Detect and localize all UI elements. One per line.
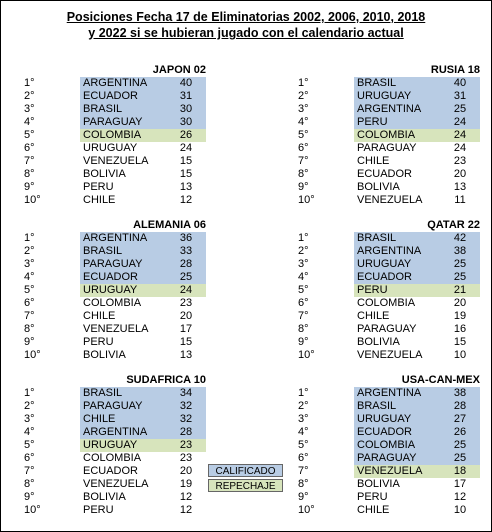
points-cell: 25	[440, 258, 480, 271]
points-cell: 40	[440, 77, 480, 90]
table-row	[22, 245, 222, 258]
table-row	[296, 271, 492, 284]
position-cell: 4°	[298, 116, 309, 128]
points-cell: 20	[453, 297, 467, 309]
points-cell: 13	[453, 181, 467, 193]
position-cell: 7°	[298, 465, 309, 477]
table-row	[296, 336, 492, 349]
table-row	[296, 504, 492, 517]
table-row	[296, 155, 492, 168]
points-cell: 24	[440, 129, 480, 142]
points-cell: 27	[440, 413, 480, 426]
title-line-1: Posiciones Fecha 17 de Eliminatorias 2002, 2006, 2010, 2018	[66, 10, 426, 24]
position-cell: 6°	[298, 452, 309, 464]
position-cell: 4°	[298, 271, 309, 283]
team-cell: URUGUAY	[80, 284, 166, 297]
points-cell: 15	[179, 155, 193, 167]
points-cell: 24	[166, 284, 206, 297]
team-cell: COLOMBIA	[83, 297, 142, 309]
points-cell: 25	[440, 439, 480, 452]
team-cell: ARGENTINA	[80, 232, 166, 245]
position-cell: 1°	[298, 232, 309, 244]
table-row	[22, 297, 222, 310]
team-cell: URUGUAY	[83, 142, 138, 154]
table-heading: ALEMANIA 06	[133, 219, 206, 231]
position-cell: 6°	[298, 142, 309, 154]
points-cell: 23	[166, 439, 206, 452]
table-row	[22, 116, 222, 129]
points-cell: 10	[453, 349, 467, 361]
position-cell: 10°	[298, 349, 315, 361]
team-cell: ARGENTINA	[354, 103, 440, 116]
position-cell: 9°	[298, 181, 309, 193]
points-cell: 28	[440, 400, 480, 413]
standings-table-japon02	[22, 64, 222, 207]
team-cell: CHILE	[357, 310, 390, 322]
team-cell: ECUADOR	[80, 271, 166, 284]
points-cell: 20	[179, 465, 193, 477]
table-heading: RUSIA 18	[430, 64, 480, 76]
position-cell: 1°	[298, 387, 309, 399]
position-cell: 5°	[298, 284, 309, 296]
position-cell: 9°	[24, 181, 35, 193]
points-cell: 33	[166, 245, 206, 258]
team-cell: COLOMBIA	[357, 297, 416, 309]
position-cell: 4°	[24, 271, 35, 283]
points-cell: 25	[440, 103, 480, 116]
points-cell: 10	[453, 504, 467, 516]
table-row	[22, 452, 222, 465]
position-cell: 6°	[24, 297, 35, 309]
points-cell: 25	[440, 452, 480, 465]
table-row	[296, 387, 492, 400]
points-cell: 26	[166, 129, 206, 142]
points-cell: 12	[453, 491, 467, 503]
points-cell: 30	[166, 116, 206, 129]
points-cell: 28	[166, 426, 206, 439]
points-cell: 17	[453, 478, 467, 490]
table-row	[296, 426, 492, 439]
team-cell: PARAGUAY	[357, 323, 417, 335]
team-cell: CHILE	[357, 155, 390, 167]
points-cell: 25	[440, 271, 480, 284]
position-cell: 8°	[24, 323, 35, 335]
table-row	[296, 310, 492, 323]
team-cell: BRASIL	[80, 103, 166, 116]
team-cell: BRASIL	[354, 77, 440, 90]
table-row	[22, 478, 222, 491]
team-cell: BOLIVIA	[357, 336, 400, 348]
points-cell: 32	[166, 413, 206, 426]
team-cell: ECUADOR	[354, 426, 440, 439]
points-cell: 18	[440, 465, 480, 478]
points-cell: 32	[166, 400, 206, 413]
standings-table-qatar22	[296, 219, 492, 362]
table-row	[22, 168, 222, 181]
table-row	[296, 258, 492, 271]
team-cell: COLOMBIA	[80, 129, 166, 142]
table-row	[296, 400, 492, 413]
team-cell: URUGUAY	[354, 258, 440, 271]
table-row	[296, 439, 492, 452]
position-cell: 9°	[24, 491, 35, 503]
team-cell: PARAGUAY	[354, 452, 440, 465]
table-row	[22, 413, 222, 426]
points-cell: 24	[453, 142, 467, 154]
table-heading: USA-CAN-MEX	[401, 374, 480, 386]
position-cell: 8°	[298, 168, 309, 180]
table-row	[296, 323, 492, 336]
team-cell: PERU	[83, 336, 114, 348]
points-cell: 23	[179, 452, 193, 464]
team-cell: ARGENTINA	[80, 77, 166, 90]
position-cell: 8°	[298, 323, 309, 335]
points-cell: 40	[166, 77, 206, 90]
position-cell: 8°	[24, 168, 35, 180]
team-cell: BRASIL	[80, 245, 166, 258]
points-cell: 28	[166, 258, 206, 271]
team-cell: BRASIL	[354, 232, 440, 245]
team-cell: BOLIVIA	[83, 168, 126, 180]
points-cell: 13	[179, 349, 193, 361]
position-cell: 2°	[298, 90, 309, 102]
table-row	[296, 194, 492, 207]
points-cell: 23	[453, 155, 467, 167]
team-cell: PERU	[83, 504, 114, 516]
points-cell: 42	[440, 232, 480, 245]
table-row	[296, 491, 492, 504]
position-cell: 10°	[24, 194, 41, 206]
table-row	[296, 129, 492, 142]
table-row	[296, 284, 492, 297]
position-cell: 5°	[298, 129, 309, 141]
points-cell: 20	[179, 310, 193, 322]
table-row	[296, 413, 492, 426]
table-row	[22, 155, 222, 168]
standings-table-alemania06	[22, 219, 222, 362]
position-cell: 5°	[24, 439, 35, 451]
position-cell: 3°	[24, 258, 35, 270]
team-cell: URUGUAY	[354, 90, 440, 103]
position-cell: 6°	[24, 142, 35, 154]
position-cell: 2°	[298, 245, 309, 257]
team-cell: PARAGUAY	[80, 116, 166, 129]
table-row	[296, 465, 492, 478]
legend-qualified: CALIFICADO	[208, 464, 283, 477]
table-row	[296, 478, 492, 491]
table-row	[22, 90, 222, 103]
table-row	[22, 181, 222, 194]
position-cell: 1°	[298, 77, 309, 89]
team-cell: CHILE	[83, 194, 116, 206]
team-cell: BOLIVIA	[83, 491, 126, 503]
points-cell: 38	[440, 245, 480, 258]
points-cell: 36	[166, 232, 206, 245]
points-cell: 26	[440, 426, 480, 439]
table-row	[22, 258, 222, 271]
team-cell: ECUADOR	[357, 168, 413, 180]
table-row	[296, 116, 492, 129]
table-row	[22, 439, 222, 452]
table-row	[296, 142, 492, 155]
table-row	[22, 323, 222, 336]
position-cell: 3°	[298, 258, 309, 270]
table-row	[296, 181, 492, 194]
points-cell: 15	[453, 336, 467, 348]
table-row	[22, 77, 222, 90]
table-row	[22, 465, 222, 478]
table-row	[22, 504, 222, 517]
position-cell: 1°	[24, 232, 35, 244]
team-cell: URUGUAY	[354, 413, 440, 426]
team-cell: ARGENTINA	[354, 245, 440, 258]
team-cell: CHILE	[83, 310, 116, 322]
points-cell: 19	[179, 478, 193, 490]
table-row	[296, 232, 492, 245]
table-row	[296, 90, 492, 103]
points-cell: 23	[179, 297, 193, 309]
standings-table-sudafrica10	[22, 374, 222, 517]
position-cell: 4°	[24, 426, 35, 438]
points-cell: 21	[440, 284, 480, 297]
position-cell: 8°	[24, 478, 35, 490]
points-cell: 34	[166, 387, 206, 400]
table-row	[22, 271, 222, 284]
points-cell: 15	[179, 336, 193, 348]
table-row	[22, 129, 222, 142]
position-cell: 1°	[24, 77, 35, 89]
table-row	[22, 194, 222, 207]
table-row	[296, 452, 492, 465]
team-cell: BOLIVIA	[83, 349, 126, 361]
title-line-2: y 2022 si se hubieran jugado con el calendario actual	[88, 26, 404, 40]
position-cell: 5°	[298, 439, 309, 451]
standings-table-usacanmex	[296, 374, 492, 517]
legend-playoff: REPECHAJE	[208, 479, 283, 492]
team-cell: ECUADOR	[80, 90, 166, 103]
points-cell: 15	[179, 168, 193, 180]
position-cell: 10°	[24, 349, 41, 361]
table-heading: QATAR 22	[427, 219, 480, 231]
points-cell: 24	[179, 142, 193, 154]
table-row	[22, 491, 222, 504]
team-cell: VENEZUELA	[354, 465, 440, 478]
points-cell: 11	[454, 194, 466, 206]
table-row	[22, 103, 222, 116]
position-cell: 2°	[24, 245, 35, 257]
position-cell: 6°	[24, 452, 35, 464]
table-row	[22, 387, 222, 400]
team-cell: BOLIVIA	[357, 181, 400, 193]
position-cell: 9°	[298, 491, 309, 503]
table-row	[22, 142, 222, 155]
position-cell: 9°	[298, 336, 309, 348]
position-cell: 3°	[24, 103, 35, 115]
team-cell: BRASIL	[80, 387, 166, 400]
position-cell: 5°	[24, 284, 35, 296]
team-cell: BRASIL	[354, 400, 440, 413]
table-row	[296, 168, 492, 181]
table-row	[22, 336, 222, 349]
position-cell: 1°	[24, 387, 35, 399]
team-cell: ARGENTINA	[80, 426, 166, 439]
table-row	[296, 349, 492, 362]
table-row	[22, 349, 222, 362]
team-cell: PARAGUAY	[80, 258, 166, 271]
position-cell: 2°	[24, 90, 35, 102]
points-cell: 16	[453, 323, 467, 335]
team-cell: COLOMBIA	[83, 452, 142, 464]
points-cell: 25	[166, 271, 206, 284]
position-cell: 4°	[298, 426, 309, 438]
team-cell: CHILE	[80, 413, 166, 426]
position-cell: 10°	[298, 504, 315, 516]
position-cell: 3°	[298, 413, 309, 425]
team-cell: PERU	[83, 181, 114, 193]
table-heading: JAPON 02	[152, 64, 206, 76]
team-cell: VENEZUELA	[357, 349, 423, 361]
points-cell: 30	[166, 103, 206, 116]
team-cell: ECUADOR	[354, 271, 440, 284]
points-cell: 12	[179, 194, 193, 206]
position-cell: 2°	[298, 400, 309, 412]
team-cell: ECUADOR	[83, 465, 139, 477]
table-row	[296, 297, 492, 310]
position-cell: 7°	[298, 155, 309, 167]
position-cell: 8°	[298, 478, 309, 490]
team-cell: URUGUAY	[80, 439, 166, 452]
table-row	[22, 426, 222, 439]
team-cell: CHILE	[357, 504, 390, 516]
team-cell: PARAGUAY	[80, 400, 166, 413]
table-heading: SUDAFRICA 10	[126, 374, 206, 386]
team-cell: ARGENTINA	[354, 387, 440, 400]
table-row	[296, 77, 492, 90]
points-cell: 19	[453, 310, 467, 322]
points-cell: 13	[179, 181, 193, 193]
standings-table-rusia18	[296, 64, 492, 207]
position-cell: 6°	[298, 297, 309, 309]
position-cell: 7°	[24, 155, 35, 167]
position-cell: 5°	[24, 129, 35, 141]
points-cell: 12	[179, 491, 193, 503]
position-cell: 7°	[298, 310, 309, 322]
team-cell: PERU	[354, 116, 440, 129]
position-cell: 9°	[24, 336, 35, 348]
table-row	[22, 310, 222, 323]
team-cell: COLOMBIA	[354, 129, 440, 142]
position-cell: 10°	[24, 504, 41, 516]
position-cell: 3°	[298, 103, 309, 115]
points-cell: 17	[179, 323, 193, 335]
points-cell: 12	[179, 504, 193, 516]
position-cell: 7°	[24, 465, 35, 477]
team-cell: VENEZUELA	[83, 155, 149, 167]
team-cell: PARAGUAY	[357, 142, 417, 154]
team-cell: PERU	[357, 491, 388, 503]
table-row	[296, 103, 492, 116]
table-row	[22, 232, 222, 245]
points-cell: 24	[440, 116, 480, 129]
position-cell: 10°	[298, 194, 315, 206]
points-cell: 38	[440, 387, 480, 400]
position-cell: 4°	[24, 116, 35, 128]
position-cell: 2°	[24, 400, 35, 412]
position-cell: 3°	[24, 413, 35, 425]
team-cell: COLOMBIA	[354, 439, 440, 452]
team-cell: BOLIVIA	[357, 478, 400, 490]
points-cell: 31	[440, 90, 480, 103]
team-cell: VENEZUELA	[357, 194, 423, 206]
table-row	[296, 245, 492, 258]
team-cell: VENEZUELA	[83, 478, 149, 490]
team-cell: VENEZUELA	[83, 323, 149, 335]
team-cell: PERU	[354, 284, 440, 297]
points-cell: 20	[453, 168, 467, 180]
table-row	[22, 284, 222, 297]
table-row	[22, 400, 222, 413]
points-cell: 31	[166, 90, 206, 103]
position-cell: 7°	[24, 310, 35, 322]
